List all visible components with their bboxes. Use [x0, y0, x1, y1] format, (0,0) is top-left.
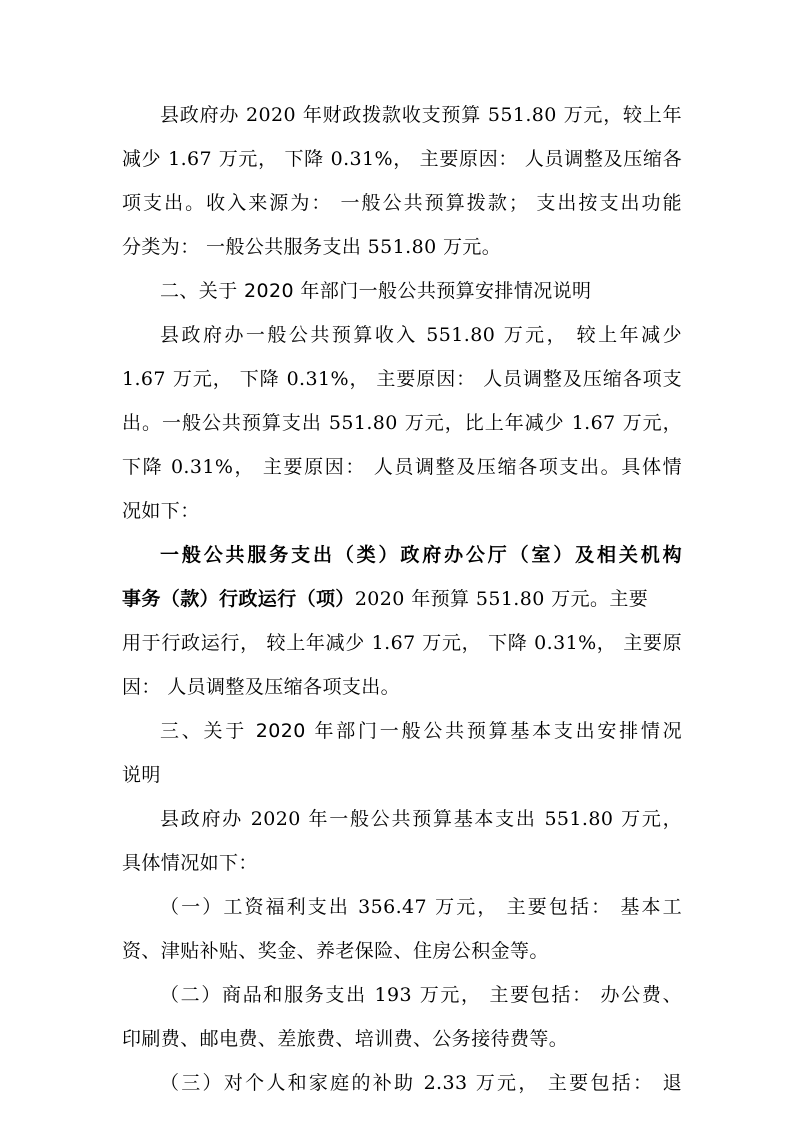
- paragraph-line: [122, 584, 682, 614]
- paragraph-line: 县政府办 2020 年一般公共预算基本支出 551.80 万元，: [160, 808, 682, 830]
- list-item-line: （一）工资福利支出 356.47 万元， 主要包括： 基本工: [160, 896, 682, 918]
- section-heading-2: 二、关于 2020 年部门一般公共预算安排情况说明: [160, 280, 592, 302]
- list-item-line: 印刷费、邮电费、差旅费、培训费、公务接待费等。: [122, 1028, 569, 1050]
- list-item-line: （二）商品和服务支出 193 万元， 主要包括： 办公费、: [160, 984, 682, 1006]
- section-heading-3: 三、关于 2020 年部门一般公共预算基本支出安排情况: [160, 720, 682, 742]
- paragraph-line: 况如下：: [122, 500, 200, 522]
- paragraph-line: 出。一般公共预算支出 551.80 万元，比上年减少 1.67 万元，: [122, 412, 682, 434]
- list-item-line: （三）对个人和家庭的补助 2.33 万元， 主要包括： 退: [160, 1072, 682, 1094]
- paragraph-line: 县政府办 2020 年财政拨款收支预算 551.80 万元，较上年: [160, 104, 682, 126]
- category-budget-text: 2020 年预算 551.80 万元。主要: [354, 588, 649, 610]
- paragraph-line: 1.67 万元， 下降 0.31%， 主要原因： 人员调整及压缩各项支: [122, 368, 682, 390]
- section-heading-3-continued: 说明: [122, 764, 161, 786]
- list-item-line: 资、津贴补贴、奖金、养老保险、住房公积金等。: [122, 940, 549, 962]
- paragraph-line: 因： 人员调整及压缩各项支出。: [122, 676, 401, 698]
- category-title-line: 一般公共服务支出（类）政府办公厅（室）及相关机构: [160, 544, 682, 566]
- paragraph-line: 具体情况如下：: [122, 852, 258, 874]
- paragraph-line: 分类为： 一般公共服务支出 551.80 万元。: [122, 236, 502, 258]
- paragraph-line: 项支出。收入来源为： 一般公共预算拨款； 支出按支出功能: [122, 192, 682, 214]
- paragraph-line: 减少 1.67 万元， 下降 0.31%， 主要原因： 人员调整及压缩各: [122, 148, 682, 170]
- paragraph-line: 用于行政运行， 较上年减少 1.67 万元， 下降 0.31%， 主要原: [122, 632, 682, 654]
- paragraph-line: 下降 0.31%， 主要原因： 人员调整及压缩各项支出。具体情: [122, 456, 682, 478]
- paragraph-line: 县政府办一般公共预算收入 551.80 万元， 较上年减少: [160, 324, 682, 346]
- category-title-continued: 事务（款）行政运行（项）: [122, 588, 355, 610]
